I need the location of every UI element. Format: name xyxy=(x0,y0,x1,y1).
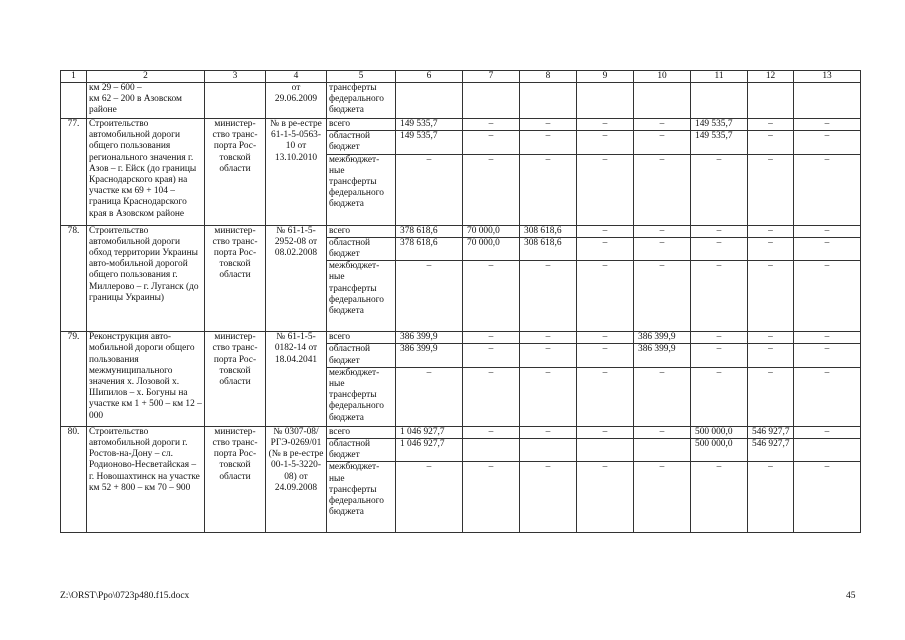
value-cell: 70 000,0 xyxy=(463,237,520,260)
value-cell: – xyxy=(691,344,748,367)
value-cell: – xyxy=(794,154,861,225)
value-cell: 386 399,9 xyxy=(396,332,463,344)
responsible-body: министер-ство транс-порта Рос-товской области xyxy=(205,332,266,427)
responsible-body xyxy=(205,83,266,119)
value-cell: – xyxy=(520,332,577,344)
value-cell: – xyxy=(748,119,794,131)
value-cell: – xyxy=(463,154,520,225)
value-cell: 378 618,6 xyxy=(396,225,463,237)
row-number: 77. xyxy=(61,119,87,226)
value-cell: – xyxy=(577,367,634,426)
header-cell: 4 xyxy=(266,71,327,83)
funding-source: трансферты федерального бюджета xyxy=(327,83,396,119)
value-cell: – xyxy=(748,237,794,260)
responsible-body: министер-ство транс-порта Рос-товской области xyxy=(205,426,266,533)
value-cell: – xyxy=(691,225,748,237)
value-cell: – xyxy=(577,462,634,533)
table-row xyxy=(61,83,861,119)
value-cell: – xyxy=(634,154,691,225)
value-cell: – xyxy=(577,261,634,332)
value-cell: – xyxy=(794,426,861,438)
value-cell: 546 927,7 xyxy=(748,439,794,462)
header-cell: 1 xyxy=(61,71,87,83)
value-cell xyxy=(577,83,634,119)
header-cell: 7 xyxy=(463,71,520,83)
object-name: км 29 – 600 – км 62 – 200 в Азовском районе xyxy=(87,83,205,119)
value-cell: – xyxy=(634,367,691,426)
funding-source: областной бюджет xyxy=(327,344,396,367)
table-body xyxy=(61,71,861,533)
value-cell: – xyxy=(463,261,520,332)
value-cell: – xyxy=(748,344,794,367)
value-cell: – xyxy=(691,237,748,260)
value-cell xyxy=(794,83,861,119)
funding-source: областной бюджет xyxy=(327,237,396,260)
table-row xyxy=(61,332,861,344)
value-cell: – xyxy=(577,225,634,237)
value-cell: – xyxy=(748,225,794,237)
value-cell: 70 000,0 xyxy=(463,225,520,237)
value-cell: 308 618,6 xyxy=(520,237,577,260)
value-cell: – xyxy=(691,332,748,344)
value-cell: – xyxy=(520,131,577,154)
value-cell: 149 535,7 xyxy=(691,119,748,131)
value-cell: – xyxy=(748,367,794,426)
value-cell: – xyxy=(748,261,794,332)
value-cell: 149 535,7 xyxy=(396,131,463,154)
value-cell: – xyxy=(520,367,577,426)
header-cell: 11 xyxy=(691,71,748,83)
value-cell: – xyxy=(520,344,577,367)
expertise-document: № в ре-естре 61-1-5-0563-10 от 13.10.2010 xyxy=(266,119,327,226)
value-cell: – xyxy=(463,462,520,533)
value-cell: – xyxy=(748,131,794,154)
footer-file-path: Z:\ORST\Ppo\0723p480.f15.docx xyxy=(60,591,190,601)
value-cell: – xyxy=(577,332,634,344)
value-cell: – xyxy=(634,131,691,154)
value-cell: – xyxy=(634,261,691,332)
value-cell: – xyxy=(794,237,861,260)
expertise-document: № 61-1-5-0182-14 от 18.04.2041 xyxy=(266,332,327,427)
header-cell: 6 xyxy=(396,71,463,83)
value-cell xyxy=(794,439,861,462)
value-cell: – xyxy=(634,225,691,237)
object-name: Строительство автомобильной дороги общего пользования регионального значения г. Азов – г. Ейск (до границы Краснодарского края) на участке км 69 + 104 – граница Краснодарского края в Азовском районе xyxy=(87,119,205,226)
object-name: Строительство автомобильной дороги обход территории Украины авто-мобильной дорогой общего пользования г. Миллерово – г. Луганск (до границы Украины) xyxy=(87,225,205,332)
funding-source: межбюджет-ные трансферты федерального бюджета xyxy=(327,462,396,533)
value-cell: – xyxy=(794,332,861,344)
header-cell: 3 xyxy=(205,71,266,83)
value-cell: – xyxy=(691,462,748,533)
value-cell xyxy=(520,439,577,462)
value-cell: – xyxy=(396,154,463,225)
value-cell xyxy=(520,83,577,119)
funding-source: всего xyxy=(327,225,396,237)
value-cell: – xyxy=(463,131,520,154)
value-cell: – xyxy=(794,119,861,131)
header-cell: 5 xyxy=(327,71,396,83)
value-cell: – xyxy=(577,237,634,260)
value-cell: – xyxy=(634,237,691,260)
value-cell xyxy=(634,83,691,119)
value-cell xyxy=(691,83,748,119)
value-cell: 386 399,9 xyxy=(634,332,691,344)
value-cell: – xyxy=(463,119,520,131)
funding-source: всего xyxy=(327,332,396,344)
value-cell: – xyxy=(691,154,748,225)
value-cell: – xyxy=(577,131,634,154)
funding-source: всего xyxy=(327,119,396,131)
value-cell: 500 000,0 xyxy=(691,439,748,462)
table-row xyxy=(61,426,861,438)
value-cell: – xyxy=(691,261,748,332)
object-name: Строительство автомобильной дороги г. Ростов-на-Дону – сл. Родионово-Несветайская – г. Новошахтинск на участке км 52 + 800 – км 70 – 900 xyxy=(87,426,205,533)
expertise-document: № 0307-08/РГЭ-0269/01 (№ в ре-естре 00-1-5-3220-08) от 24.09.2008 xyxy=(266,426,327,533)
value-cell: – xyxy=(794,225,861,237)
value-cell: – xyxy=(463,426,520,438)
value-cell: – xyxy=(396,367,463,426)
header-cell: 2 xyxy=(87,71,205,83)
funding-source: межбюджет-ные трансферты федерального бюджета xyxy=(327,154,396,225)
row-number: 79. xyxy=(61,332,87,427)
row-number: 78. xyxy=(61,225,87,332)
value-cell xyxy=(463,439,520,462)
value-cell: – xyxy=(794,131,861,154)
responsible-body: министер-ство транс-порта Рос-товской области xyxy=(205,119,266,226)
value-cell: 500 000,0 xyxy=(691,426,748,438)
value-cell xyxy=(634,439,691,462)
value-cell: – xyxy=(634,462,691,533)
value-cell: 149 535,7 xyxy=(396,119,463,131)
value-cell xyxy=(463,83,520,119)
value-cell: – xyxy=(520,426,577,438)
header-row xyxy=(61,71,861,83)
header-cell: 8 xyxy=(520,71,577,83)
value-cell: – xyxy=(463,367,520,426)
responsible-body: министер-ство транс-порта Рос-товской области xyxy=(205,225,266,332)
value-cell: – xyxy=(520,462,577,533)
value-cell xyxy=(748,83,794,119)
funding-source: областной бюджет xyxy=(327,439,396,462)
value-cell: – xyxy=(577,426,634,438)
value-cell: – xyxy=(577,344,634,367)
object-name: Реконструкция авто-мобильной дороги общего пользования межмуниципального значения х. Лозовой х. Шипилов – х. Богуны на участке км 1 + 500 – км 12 – 000 xyxy=(87,332,205,427)
value-cell: – xyxy=(691,367,748,426)
table-row xyxy=(61,225,861,237)
value-cell: 546 927,7 xyxy=(748,426,794,438)
value-cell: – xyxy=(794,462,861,533)
value-cell: – xyxy=(634,119,691,131)
value-cell: – xyxy=(520,119,577,131)
header-cell: 13 xyxy=(794,71,861,83)
value-cell: – xyxy=(520,261,577,332)
header-cell: 9 xyxy=(577,71,634,83)
value-cell xyxy=(577,439,634,462)
value-cell: – xyxy=(748,462,794,533)
value-cell: – xyxy=(520,154,577,225)
value-cell: 386 399,9 xyxy=(634,344,691,367)
value-cell: – xyxy=(794,367,861,426)
header-cell: 10 xyxy=(634,71,691,83)
funding-source: всего xyxy=(327,426,396,438)
value-cell: 308 618,6 xyxy=(520,225,577,237)
value-cell: 1 046 927,7 xyxy=(396,439,463,462)
value-cell: – xyxy=(463,344,520,367)
value-cell: – xyxy=(577,154,634,225)
value-cell: 378 618,6 xyxy=(396,237,463,260)
value-cell: – xyxy=(577,119,634,131)
expertise-document: от 29.06.2009 xyxy=(266,83,327,119)
value-cell: – xyxy=(396,462,463,533)
row-number xyxy=(61,83,87,119)
value-cell: 1 046 927,7 xyxy=(396,426,463,438)
funding-source: межбюджет-ные трансферты федерального бюджета xyxy=(327,261,396,332)
value-cell xyxy=(396,83,463,119)
value-cell: 149 535,7 xyxy=(691,131,748,154)
value-cell: 386 399,9 xyxy=(396,344,463,367)
expertise-document: № 61-1-5-2952-08 от 08.02.2008 xyxy=(266,225,327,332)
value-cell: – xyxy=(463,332,520,344)
header-cell: 12 xyxy=(748,71,794,83)
value-cell: – xyxy=(748,154,794,225)
value-cell: – xyxy=(794,344,861,367)
row-number: 80. xyxy=(61,426,87,533)
table-row xyxy=(61,119,861,131)
budget-table xyxy=(60,70,861,533)
funding-source: областной бюджет xyxy=(327,131,396,154)
value-cell: – xyxy=(748,332,794,344)
value-cell: – xyxy=(634,426,691,438)
value-cell: – xyxy=(396,261,463,332)
page-number: 45 xyxy=(846,591,856,601)
funding-source: межбюджет-ные трансферты федерального бюджета xyxy=(327,367,396,426)
value-cell: – xyxy=(794,261,861,332)
